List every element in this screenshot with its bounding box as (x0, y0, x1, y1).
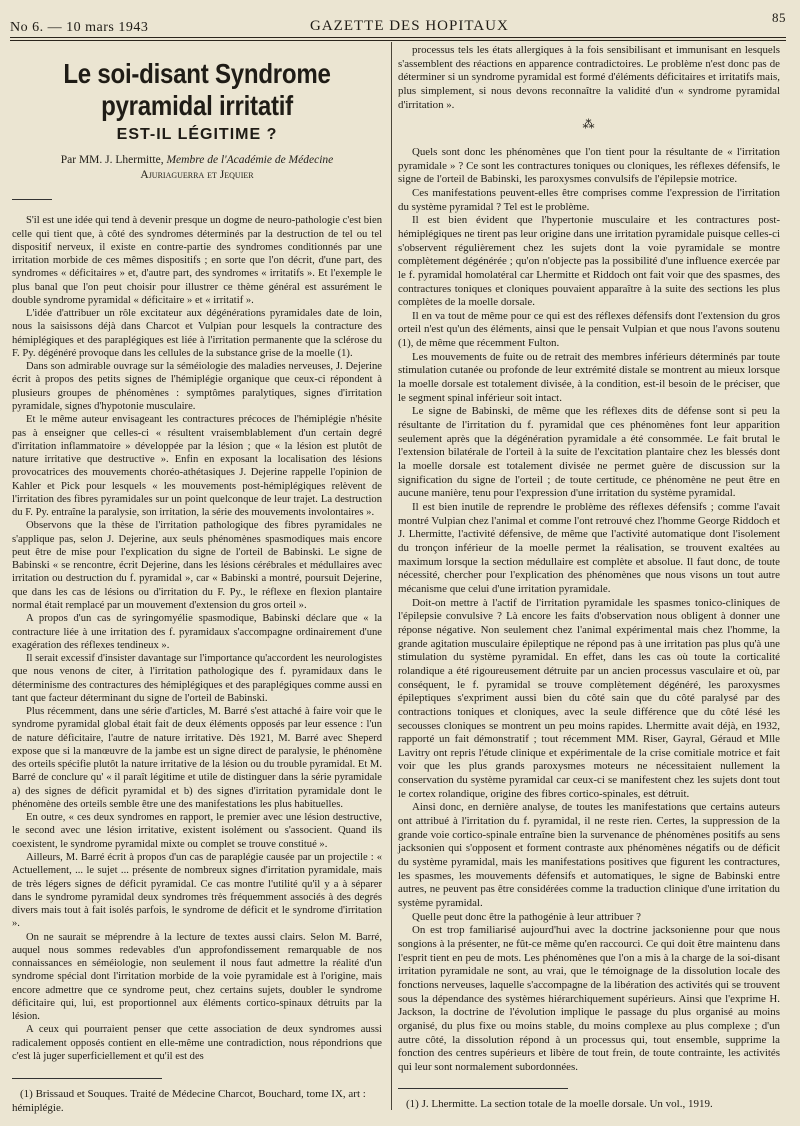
paragraph: Quels sont donc les phénomènes que l'on tient pour la résultante de « l'irritation pyramidale » ? Ce sont les contractures toniques ou cloniques, les réflexes défensifs, le signe de l'orteil de Babinski, les paroxysmes convulsifs de l'épilepsie motrice. (398, 145, 780, 186)
right-top-body (398, 44, 780, 112)
section-mark: ⁂ (582, 117, 596, 132)
paragraph: On est trop familiarisé aujourd'hui avec la doctrine jacksonienne pour que nous songions à la présenter, ne fût-ce même qu'en raccourci. Ce qui doit être maintenu dans l'esprit tient en peu de mots. Les phénomènes que l'on a mis à la charge de la soi-disant irritation pyramidale ne sont, au vrai, que le témoignage de la dissolution locale des fonctions nerveuses, laquelle s'accompagne de la libération des activités qui se trouvent sous la dépendance des systèmes hiérarchiquement supérieurs. Ainsi que l'exprime H. Jackson, la doctrine de l'évolution implique le passage du plus organisé au moins organisé, du plus fixe ou moins stable, du moins complexe au plus complexe ; d'un autre côté, la dissolution répond à un processus qui, tout ensemble, supprime la fonction des centres supérieurs et libère de tout frein, de toute contrainte, les activités qui leur sont normalement subordonnées. (398, 924, 780, 1073)
left-column (12, 48, 382, 1063)
byline-author: Par MM. J. Lhermitte, (60, 154, 164, 167)
right-column (398, 44, 780, 1075)
paragraph: S'il est une idée qui tend à devenir presque un dogme de neuro-pathologie c'est bien celle qui tient que, à côté des syndromes déterminés par la destruction de tel ou tel dispositif nerveux, il existe en contre-partie des syndromes conditionnés par une irritation morbide de ces mêmes dispositifs ; en sorte que l'on décrit, d'une part, des syndromes « déficitaires » et, d'autre part, des syndromes « irritatifs ». Et l'exemple le plus banal que l'on peut choisir pour illustrer ce thème général est assurément le double syndrome pyramidal « déficitaire » et « irritatif ». (12, 215, 382, 306)
journal-name: GAZETTE DES HOPITAUX (310, 18, 509, 34)
paragraph: Ainsi donc, en dernière analyse, de toutes les manifestations que certains auteurs ont attribué à l'irritation du f. pyramidal, il ne reste rien. Certes, la suppression de la grande voie cortico-spinale entraîne bien la survenance de phénomènes positifs au sens jacksonien qui s'opposent et forment contraste aux phénomènes négatifs ou de déficit du système pyramidal, mais les manifestations positives que figurent les contractures, les spasmes, les mouvements défensifs et automatiques, le signe de Babinski entre autres, ne peuvent pas être considérées comme la traduction clinique d'une irritation du système pyramidal. (398, 801, 780, 910)
paragraph: Observons que la thèse de l'irritation pathologique des fibres pyramidales ne s'applique pas, selon J. Dejerine, aux seuls phénomènes spasmodiques mais encore peut être de mise pour l'explication du signe de l'orteil de Babinski. Le signe de Babinski « se rencontre, écrit Dejerine, dans les lésions cérébrales et médullaires avec irritation ou destruction du f. pyramidal », car « Babinski a montré, poursuit Dejerine, que dans les cas de lésions ou d'irritation du F. Py., le réflexe en flexion plantaire normal était remplacé par un mouvement d'extension du gros orteil ». (12, 520, 382, 611)
byline-coauthors: Ajuriaguerra et Jequier (140, 169, 254, 182)
footnote-rule (12, 1078, 162, 1079)
byline (12, 153, 382, 183)
paragraph: Ces manifestations peuvent-elles être comprises comme l'expression de l'irritation du système pyramidal ? Tel est le problème. (398, 186, 780, 213)
paragraph: processus tels les états allergiques à la fois sensibilisant et immunisant en lesquels s'assemblent des réactions en apparence contradictoires. Le problème n'est donc pas de déterminer si un syndrome pyramidal est formé d'éléments déficitaires et irritatifs mais, plus simplement, si nous devons reconnaître la validité d'un « syndrome pyramidal d'irritation ». (398, 44, 780, 111)
column-divider (391, 42, 392, 1110)
paragraph: Et le même auteur envisageant les contractures précoces de l'hémiplégie n'hésite pas à enseigner que celles-ci « résultent vraisemblablement d'un certain degré d'irritation inflammatoire » développée par la lésion ; que « la lésion est plutôt de nature irritative que destructive ». Enfin en exposant la localisation des lésions provocatrices des mouvements choréo-athétasiques J. Dejerine rappelle l'opinion de Kahler et Pick pour lesquels « les mouvements post-hémiplégiques relèvent de l'irritation des fibres pyramidales sur un point quelconque de leur trajet. La destruction du F. Py. entraîne la paralysie, son irritation, la série des mouvements involontaires ». (12, 414, 382, 519)
paragraph: Doit-on mettre à l'actif de l'irritation pyramidale les spasmes tonico-cliniques de l'épilepsie convulsive ? Là encore les faits d'observation nous obligent à donner une réponse négative. Non seulement chez l'animal expérimental mais chez l'homme, la grande agitation musculaire épileptique ne répond pas à une irritation pas plus qu'à une stimulation du système pyramidal. En effet, dans les cas où toute la corticalité rolandique a été rigoureusement détruite par un ancien processus vasculaire et où, par conséquent, le f. pyramidal se trouve complètement dégénéré, les paroxysmes épileptiques s'expriment aussi bien du côté sain que du côté paralysé par des contractions toniques et cloniques, avec la seule différence que du côté lésé les secousses cloniques se montrent un peu moins rapides. Lhermitte avait déjà, en 1932, rapporté un fait démonstratif ; tout récemment MM. Riser, Gayral, Géraud et Mlle Lavitry ont repris l'étude clinique et expérimentale de la crise comitiale motrice et fait voir que les plus grands paroxysmes moteurs ne nécessitaient nullement la conservation du système pyramidal car ceux-ci se manifestent chez les sujets dont tout le cortex rolandique, origine des fibres cortico-spinales, est détruit. (398, 596, 780, 800)
page-number: 85 (772, 10, 786, 25)
header-rule (10, 37, 786, 38)
paragraph: Le signe de Babinski, de même que les réflexes dits de défense sont si peu la résultante de l'irritation du f. pyramidal que ces phénomènes font leur apparition seulement après que la dégénération pyramidale a été consommée. Le fait brutal le l'extension bilatérale de l'orteil à la suite de l'excitation plantaire chez les blessés dont la moelle dorsale est totalement divisée ne permet guère de discussion sur la signification du signe de l'orteil ; de toute certitude, ce phénomène ne peut être en aucune manière, tenu pour l'expression d'une irritation du système pyramidal. (398, 405, 780, 500)
paragraph: A propos d'un cas de syringomyélie spasmodique, Babinski déclare que « la contracture liée à une irritation des f. pyramidaux s'accompagne ordinairement d'une exagération des réflexes tendineux ». (12, 613, 382, 651)
paragraph: Quelle peut donc être la pathogénie à leur attribuer ? (412, 910, 641, 923)
article-subtitle: EST-IL LÉGITIME ? (116, 126, 278, 143)
paragraph: Plus récemment, dans une série d'articles, M. Barré s'est attaché à faire voir que le syndrome pyramidal global était fait de deux éléments opposés par leur essence : l'un de nature déficitaire, l'autre de nature irritative. Dès 1921, M. Barré avec Sheperd expose que si la manœuvre de la jambe est un signe direct de paralysie, le phénomène des orteils spécifie plutôt la nature irritative de la lésion ou du trouble pyramidal. Et M. Barré de conclure qu' « il paraît légitime et utile de distinguer dans la série pyramidale a) des signes de déficit pyramidal et b) des signes d'irritation pyramidale dont le phénomène des orteils semble être une des manifestations les plus habituelles. (12, 706, 382, 810)
section-rule (12, 199, 52, 200)
paragraph: Ailleurs, M. Barré écrit à propos d'un cas de paraplégie causée par un projectile : « Actuellement, ... le sujet ... présente de nombreux signes d'irritation pyramidale, mais de très légers signes de déficit pyramidal. Ce cas montre l'utilité qu'il y a à séparer dans le syndrome pyramidal deux syndromes très fréquemment associés à des degrés divers mais tout à fait isolés parfois, le syndrome de déficit et le syndrome d'irritation ». (12, 852, 382, 930)
header-rule-thin (10, 40, 786, 41)
footnote-rule (398, 1088, 568, 1089)
paragraph: En outre, « ces deux syndromes en rapport, le premier avec une lésion destructive, le second avec une lésion irritative, existent isolément ou s'associent. Quand ils coexistent, le syndrome pyramidal mixte ou complet se trouve constitué ». (12, 812, 382, 850)
paragraph: Les mouvements de fuite ou de retrait des membres inférieurs déterminés par toute stimulation cutanée ou profonde de leur extrémité distale se montrent au mieux lorsque la moelle dorsale est totalement divisée, à la condition, est-il besoin de le préciser, que le segment spinal inférieur soit intact. (398, 350, 780, 404)
article-title: Le soi-disant Syndrome pyramidal irritatif (63, 58, 331, 121)
byline-role: Membre de l'Académie de Médecine (166, 154, 334, 167)
running-header (10, 8, 786, 36)
right-body (398, 146, 780, 1075)
paragraph: Il serait excessif d'insister davantage sur l'importance qu'accordent les neurologistes que nous venons de citer, à l'irritation pathologique des f. pyramidaux dans le déterminisme des contractures des hémiplégiques et des paraplégiques comme aussi en tant que facteur déterminant du signe de l'orteil de Babinski. (12, 653, 382, 704)
paragraph: Il est bien évident que l'hypertonie musculaire et les contractures post-hémiplégiques ne tirent pas leur origine dans une irritation pyramidale puisque celles-ci s'observent régulièrement chez les sujets dont la voie pyramidale se montre complètement dégénérée ; qu'on n'objecte pas la possibilité d'une influence exercée par le f. pyramidal homolatéral car Lhermitte et Riddoch ont fait voir que des spasmes, des contractures toniques et cloniques pouvaient apparaître à la suite des sections les plus complètes de la moelle dorsale. (398, 214, 780, 309)
paragraph: L'idée d'attribuer un rôle excitateur aux dégénérations pyramidales date de loin, nous la saisissons déjà dans Charcot et Vulpian pour lesquels la contracture des hémiplégiques et des paraplégiques est liée à l'irritation permanente que la sclérose du F. Py. dégénéré provoque dans les cellules de la substance grise de la moelle (1). (12, 308, 382, 359)
paragraph: Il en va tout de même pour ce qui est des réflexes défensifs dont l'extension du gros orteil n'est qu'un des éléments, ainsi que le pensait Vulpian et que nous l'avons soutenu (1), de même que récemment Fulton. (398, 309, 780, 350)
left-footnote: (1) Brissaud et Souques. Traité de Médecine Charcot, Bouchard, tome IX, art : hémiplégie. (12, 1088, 366, 1114)
paragraph: A ceux qui pourraient penser que cette association de deux syndromes aussi radicalement opposés contient en elle-même une contradiction, nous répondrions que c'est là juger superficiellement et qu'il est des (12, 1024, 382, 1062)
paragraph: On ne saurait se méprendre à la lecture de textes aussi clairs. Selon M. Barré, auquel nous sommes redevables d'un approfondissement remarquable de nos connaissances en séméiologie, non seulement il nous faut admettre la réalité d'un syndrome spécial dont l'irritation morbide de la voie pyramidale est à l'origine, mais encore admettre que ce syndrome peut, chez certains sujets, doubler le syndrome déficitaire qui, lui, est proportionnel aux éléments cortico-spinaux détruits par la lésion. (12, 931, 382, 1023)
issue-date: No 6. — 10 mars 1943 (10, 20, 149, 35)
paragraph: Il est bien inutile de reprendre le problème des réflexes défensifs ; comme l'avait montré Vulpian chez l'animal et comme l'ont retrouvé chez l'homme George Riddoch et J. Lhermitte, l'activité défensive, de même que l'activité automatique dont l'isolement du tronçon inférieur de la moelle permet la réalisation, se trouvent exaltées au maximum lorsque la section médullaire est complète et absolue. Il faut donc, de toute nécessité, chercher pour l'explication des phénomènes que nous visons un tout autre mécanisme que celui d'une irritation pyramidale. (398, 501, 780, 595)
paragraph: Dans son admirable ouvrage sur la séméiologie des maladies nerveuses, J. Dejerine écrit à propos des petits signes de l'hémiplégie organique que ceux-ci répondent à plusieurs groupes de phénomènes : symptômes paralytiques, signes d'irritation pyramidale, signes d'hypotonie musculaire. (12, 361, 382, 412)
left-body (12, 214, 382, 1063)
right-footnote: (1) J. Lhermitte. La section totale de la moelle dorsale. Un vol., 1919. (406, 1098, 713, 1110)
